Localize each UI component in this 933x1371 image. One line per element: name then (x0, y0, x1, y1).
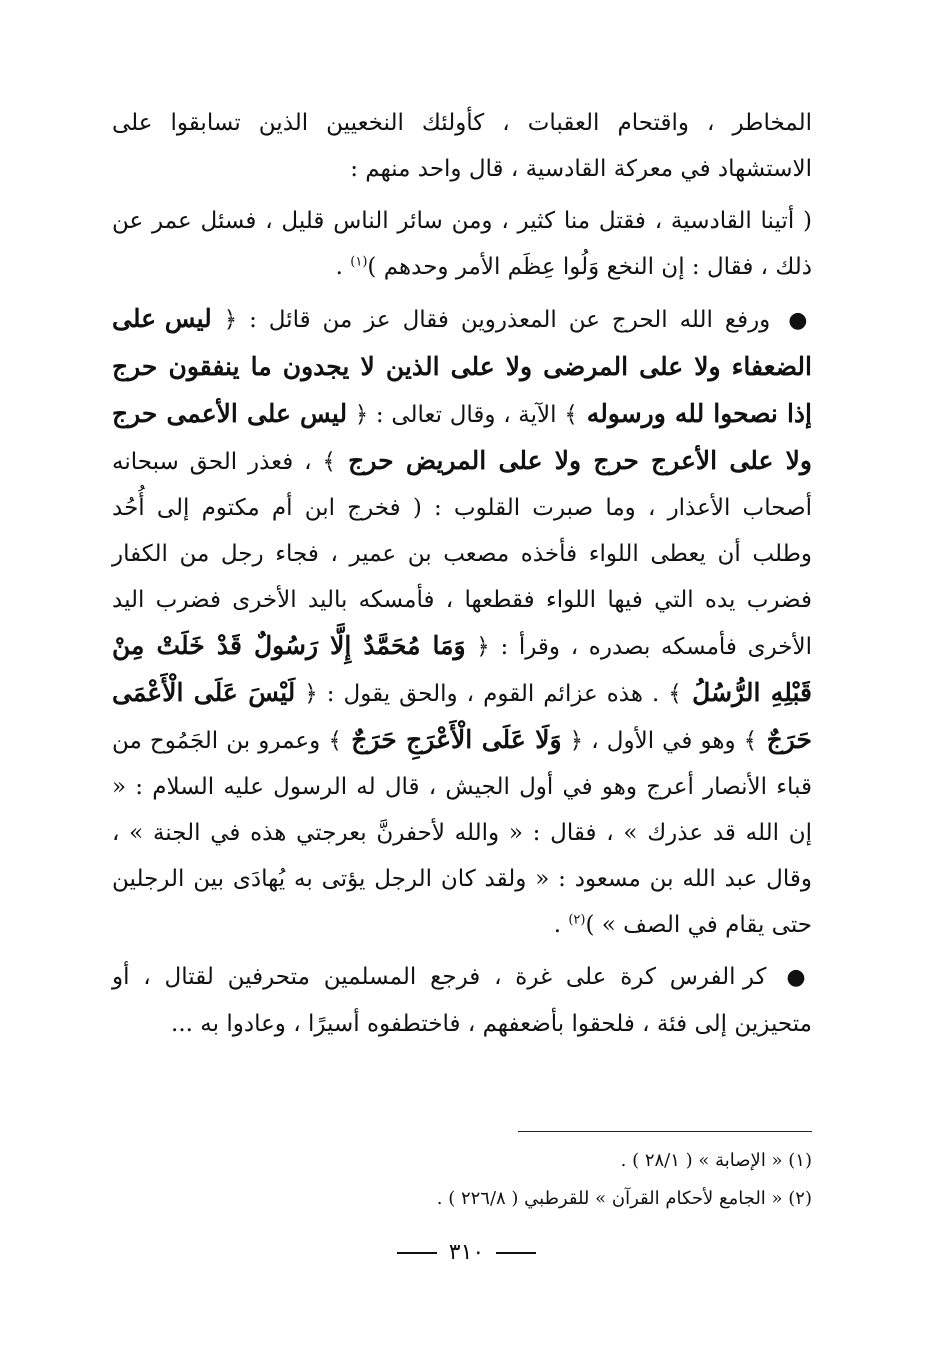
dash-right (397, 1252, 437, 1254)
body-text (112, 100, 812, 1053)
bullet-icon: ● (788, 308, 813, 333)
quran-verse-2: ليس على الأعمى حرج ولا على الأعرج حرج ولا على المريض حرج (112, 399, 812, 475)
dash-left (496, 1252, 536, 1254)
quran-verse-1: ليس على الضعفاء ولا على المرضى ولا على الذين لا يجدون ما ينفقون حرج إذا نصحوا لله ورسوله (112, 304, 812, 428)
p3-segment-2: ﴾ الآية ، وقال تعالى : ﴿ (354, 402, 578, 428)
paragraph-3 (112, 296, 812, 948)
paragraph-1-text: المخاطر ، واقتحام العقبات ، كأولئك النخعيين الذين تسابقوا على الاستشهاد في معركة القادسية ، قال واحد منهم : (112, 110, 812, 182)
paragraph-2-quote (112, 198, 812, 290)
paragraph-4-text: كر الفرس كرة على غرة ، فرجع المسلمين متحرفين لقتال ، أو متحيزين إلى فئة ، فلحقوا بأضعفهم ، فاختطفوه أسيرًا ، وعادوا به ... (112, 964, 812, 1037)
p3-segment-4: ﴾ . هذه عزائم القوم ، والحق يقول : ﴿ (304, 681, 682, 707)
paragraph-1 (112, 100, 812, 192)
quran-verse-5: وَلَا عَلَى الْأَعْرَجِ حَرَجٌ (341, 725, 562, 754)
footnote-divider (518, 1131, 812, 1132)
bullet-icon: ● (786, 965, 813, 990)
p3-segment-1: ورفع الله الحرج عن المعذروين فقال عز من قائل : ﴿ (223, 307, 771, 333)
footnote-2: (٢) « الجامع لأحكام القرآن » للقرطبي ( ٢٢٦/٨ ) . (436, 1188, 812, 1209)
p3-segment-3: ﴾ ، فعذر الحق سبحانه أصحاب الأعذار ، وما صبرت القلوب : ( فخرج ابن أم مكتوم إلى أُحُد وطلب أن يعطى اللواء فأخذه مصعب بن عمير ، فجاء رجل من الكفار فضرب يده التي فيها اللواء فقطعها ، فأمسكه باليد الأخرى فضرب اليد الأخرى فأمسكه بصدره ، وقرأ : ﴿ (112, 449, 812, 660)
quote-tail: . (335, 254, 351, 280)
page-number (0, 1240, 933, 1265)
quran-verse-4: لَيْسَ عَلَى الْأَعْمَى حَرَجٌ (112, 678, 813, 754)
paragraph-4 (112, 954, 812, 1047)
quote-text: ( أتينا القادسية ، فقتل منا كثير ، ومن سائر الناس قليل ، فسئل عمر عن ذلك ، فقال : إن النخع وَلُوا عِظَم الأمر وحدهم ) (112, 208, 812, 280)
p3-tail: . (553, 912, 569, 938)
quran-verse-3: وَمَا مُحَمَّدٌ إِلَّا رَسُولٌ قَدْ خَلَتْ مِنْ قَبْلِهِ الرُّسُلُ (112, 631, 812, 707)
footnote-1: (١) « الإصابة » ( ٢٨/١ ) . (620, 1150, 812, 1171)
footnote-ref-1: (١) (350, 254, 368, 270)
footnotes (112, 1142, 812, 1218)
page-number-value: ٣١٠ (448, 1240, 485, 1265)
p3-segment-6: ﴾ وعمرو بن الجَمُوح من قباء الأنصار أعرج وهو في أول الجيش ، قال له الرسول عليه السلام : « إن الله قد عذرك » ، فقال : « والله لأحفرنَّ بعرجتي هذه في الجنة » ، وقال عبد الله بن مسعود : « ولقد كان الرجل يؤتى به يُهادَى بين الرجلين حتى يقام في الصف » ) (112, 728, 812, 938)
p3-segment-5: ﴾ وهو في الأول ، ﴿ (569, 728, 758, 754)
footnote-ref-2: (٢) (568, 912, 586, 928)
